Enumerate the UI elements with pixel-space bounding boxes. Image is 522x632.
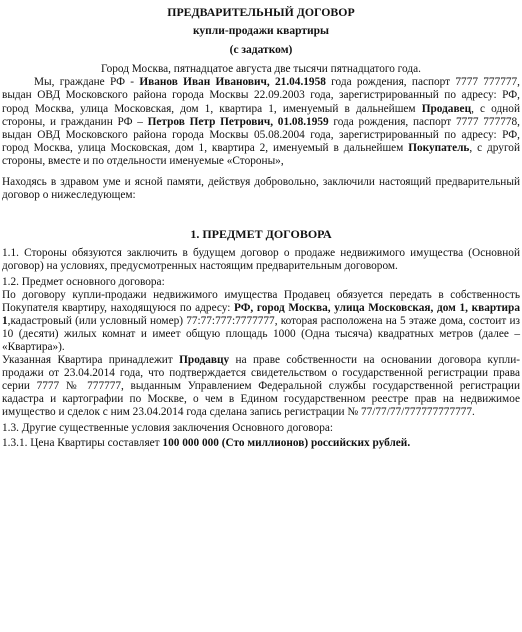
parties-text-4: года рождения, паспорт 7777 777778, выдан ОВД Московского района города Москвы 05.08.2004 года, зарегистрированный по адресу: РФ, город Москва, улица Московская, дом 1, квартира 2, именуемый в дальнейшем: [2, 115, 520, 154]
clause-1-3-1: [2, 437, 520, 450]
document-note: (с задатком): [229, 44, 293, 57]
price-value: [162, 437, 410, 449]
buyer-name: Петров Петр Петрович, 01.08.1959: [147, 115, 329, 128]
clause-1-2-text-2: ,кадастровый (или условный номер) 77:77:777:7777777, которая расположена на 5 этаже дома, состоит из 10 (десяти) жилых комнат и имеет общую площадь 1000 (Одна тысяча) квадратных метров (далее – «Квартира»).: [2, 314, 520, 353]
parties-text-3: , с одной стороны, и гражданин РФ –: [2, 102, 520, 128]
property-address: РФ, город Москва, улица Московская, дом 1, квартира 1: [2, 301, 520, 327]
price-text-1: 1.3.1. Цена Квартиры составляет: [2, 436, 163, 449]
parties-paragraph: [2, 76, 520, 168]
document-title: ПРЕДВАРИТЕЛЬНЫЙ ДОГОВОР: [167, 5, 355, 19]
seller-role: Продавец: [421, 102, 472, 115]
document-subtitle: купли-продажи квартиры: [192, 25, 330, 38]
section-heading: 1. ПРЕДМЕТ ДОГОВОРА: [190, 227, 332, 242]
parties-text-2: года рождения, паспорт 7777 777777, выдан ОВД Московского района города Москвы 22.09.2003 года, зарегистрированный по адресу: РФ, город Москва, улица Московская, дом 1, квартира 1, именуемый в дальнейшем: [2, 76, 521, 115]
price-amount: 100 000 000 (Сто миллионов) российских рублей: [162, 436, 408, 449]
price-period: .: [407, 436, 411, 449]
ownership-text-2: на праве собственности на основании договора купли-продажи от 23.04.2014 года, что подтверждается свидетельством о государственной регистрации права серии 7777 № 777777, выданным Управлением Федеральной службы государственной регистрации кадастра и картографии по Москве, о чем в Едином государственном реестре прав на недвижимое имущество и сделок с ним 23.04.2014 года сделана запись регистрации № 77/77/77/777777777777.: [2, 354, 521, 419]
clause-1-1: 1.1. Стороны обязуются заключить в будущем договор о продаже недвижимого имущества (Основной договор) на условиях, предусмотренных настоящим предварительным договором.: [2, 247, 520, 273]
buyer-role: Покупатель: [408, 141, 470, 154]
clause-1-3: 1.3. Другие существенные условия заключения Основного договора:: [2, 421, 333, 434]
clause-1-2-subject: [2, 289, 520, 354]
owner-role: Продавцу: [179, 354, 230, 367]
place-and-date: Город Москва, пятнадцатое августа две тысячи пятнадцатого года.: [101, 63, 421, 76]
clause-1-2-title: 1.2. Предмет основного договора:: [2, 275, 165, 288]
agreement-paragraph: Находясь в здравом уме и ясной памяти, действуя добровольно, заключили настоящий предварительный договор о нижеследующем:: [2, 176, 520, 202]
ownership-text-1: Указанная Квартира принадлежит: [2, 354, 180, 367]
clause-1-2-ownership: [2, 354, 520, 419]
clause-1-2-text-1: По договору купли-продажи недвижимого имущества Продавец обязуется передать в собственность Покупателя квартиру, находящуюся по адресу:: [2, 288, 520, 314]
seller-name: Иванов Иван Иванович, 21.04.1958: [139, 76, 326, 89]
parties-text-1: Мы, граждане РФ -: [34, 76, 140, 89]
parties-text-5: , с другой стороны, вместе и по отдельности именуемые «Стороны»,: [2, 141, 520, 167]
